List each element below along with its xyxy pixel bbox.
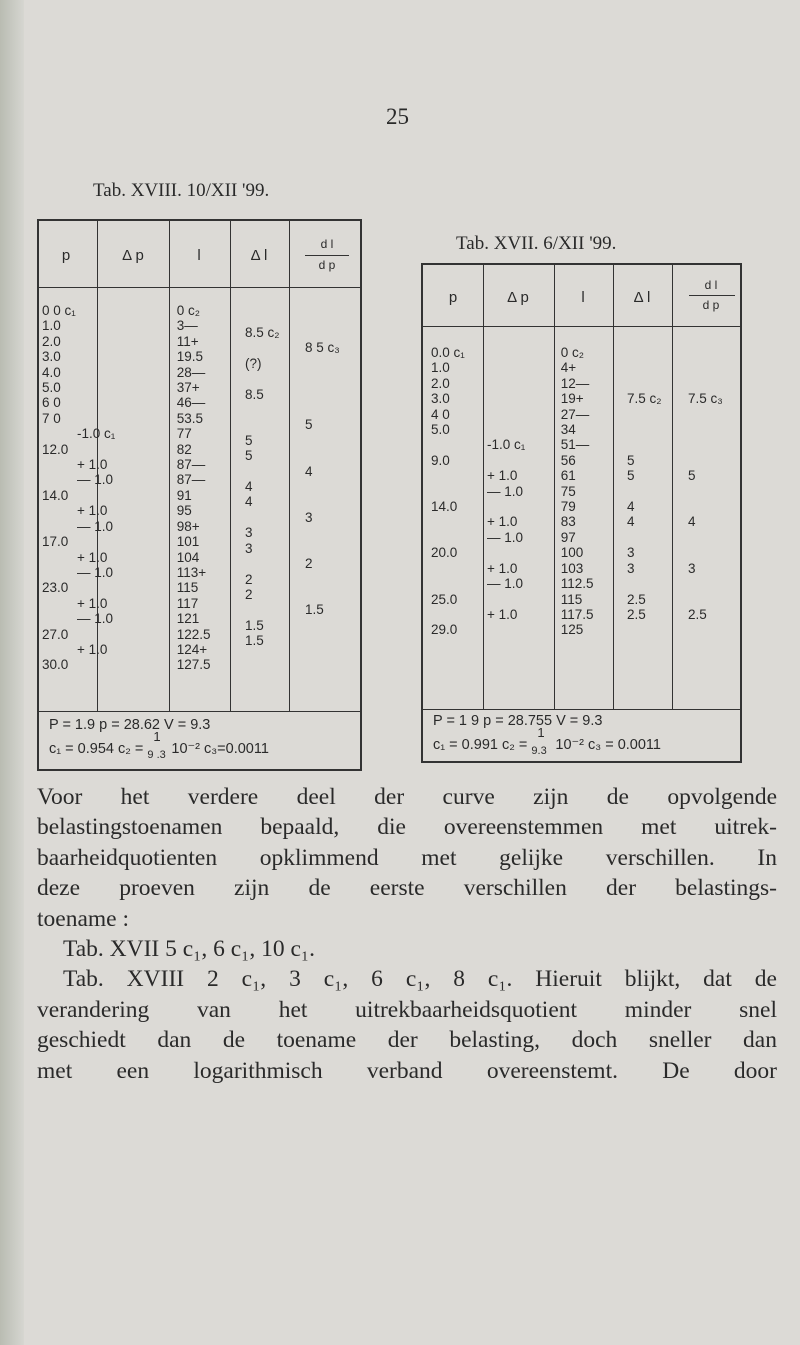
table17-footer-1: P = 1 9 p = 28.755 V = 9.3 (433, 713, 603, 729)
table18-header-delta-p: Δ p (122, 247, 144, 264)
table17-p-column: 0.0 c₁ 1.0 2.0 3.0 4 0 5.0 9.0 14.0 20.0 25.0 29.0 (431, 345, 465, 638)
table18-p-column: 0 0 c₁ 1.0 2.0 3.0 4.0 5.0 6 0 7 0 12.0 14.0 17.0 23.0 27.0 30.0 (42, 303, 76, 673)
table18-header-p: p (61, 247, 71, 264)
paragraph-line: belastingstoenamen bepaald, die overeenstemmen met uitrek- (37, 814, 777, 841)
paragraph-line: baarheidquotienten opklimmend met gelijke verschillen. In (37, 844, 777, 871)
table18-caption: Tab. XVIII. 10/XII '99. (93, 180, 270, 201)
table18-l-column: 0 c₂ 3— 11+ 19.5 28— 37+ 46— 53.5 77 82 87— 87— 91 95 98+ 101 104 113+ 115 117 121 122.5 124+ 127.5 (176, 303, 211, 673)
table17-caption: Tab. XVII. 6/XII '99. (456, 233, 617, 254)
table17-header-delta-p: Δ p (507, 289, 529, 306)
table18-header-delta-l: Δ l (250, 247, 268, 264)
table17-header-delta-l: Δ l (633, 289, 651, 306)
table17 (421, 263, 742, 763)
page-number: 25 (386, 104, 409, 129)
paragraph-line: toename : (37, 905, 130, 932)
body-paragraph (37, 782, 777, 1086)
paragraph-line: Tab. XVIII 2 c₁, 3 c₁, 6 c₁, 8 c₁. Hieruit blijkt, dat de (63, 966, 777, 993)
paragraph-line: met een logarithmisch verband overeenstemt. De door (37, 1057, 777, 1084)
table17-footer-2: c₁ = 0.991 c₂ = 1 9.3 10⁻² c₃ = 0.0011 (433, 725, 661, 757)
table17-header-l: l (581, 289, 585, 306)
table17-ratio-column: 7.5 c₃ 5 4 3 2.5 (688, 391, 723, 622)
table17-header-ratio-den: d p (702, 298, 720, 312)
paragraph-line: verandering van het uitrekbaarheidsquotient minder snel (37, 996, 777, 1023)
table18-delta-p-column: -1.0 c₁ + 1.0 — 1.0 + 1.0 — 1.0 + 1.0 — 1.0 + 1.0 — 1.0 + 1.0 (77, 426, 116, 657)
table17-header-ratio-num: d l (704, 278, 718, 292)
page-edge-shadow (0, 0, 24, 1345)
paragraph-line: geschiedt dan de toename der belasting, doch sneller dan (37, 1027, 777, 1054)
table18-header-ratio-den: d p (318, 258, 336, 272)
table17-header-p: p (448, 289, 458, 306)
table17-delta-p-column: -1.0 c₁ + 1.0 — 1.0 + 1.0 — 1.0 + 1.0 — 1.0 + 1.0 (487, 437, 526, 622)
paragraph-line: Voor het verdere deel der curve zijn de opvolgende (37, 784, 777, 810)
table18-footer-1: P = 1.9 p = 28.62 V = 9.3 (49, 717, 211, 733)
table18-ratio-column: 8 5 c₃ 5 4 3 2 1.5 (305, 340, 340, 618)
paragraph-line: Tab. XVII 5 c₁, 6 c₁, 10 c₁. (63, 936, 315, 963)
table18-header-l: l (197, 247, 201, 264)
table17-delta-l-column: 7.5 c₂ 5 5 4 4 3 3 2.5 2.5 (627, 391, 662, 622)
paragraph-line: deze proeven zijn de eerste verschillen der belastings- (37, 875, 777, 902)
table18-header-ratio-num: d l (320, 237, 334, 251)
table18 (37, 219, 362, 771)
table18-delta-l-column: 8.5 c₂ (?) 8.5 5 5 4 4 3 3 2 2 1.5 1.5 (245, 325, 280, 649)
table17-l-column: 0 c₂ 4+ 12— 19+ 27— 34 51— 56 61 75 79 83 97 100 103 112.5 115 117.5 125 (560, 345, 594, 638)
table18-footer-2: c₁ = 0.954 c₂ = 1 9 .3 10⁻² c₃=0.0011 (49, 729, 269, 761)
